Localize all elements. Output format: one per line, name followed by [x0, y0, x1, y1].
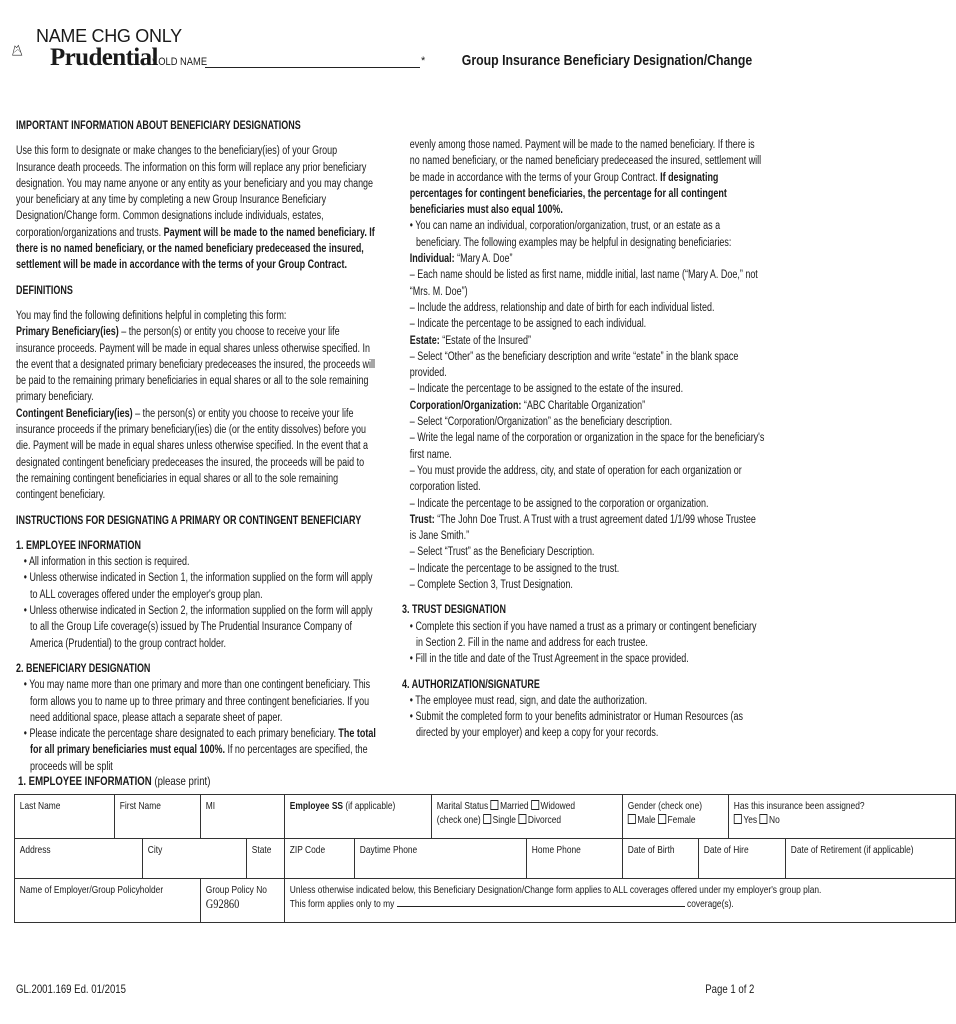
prudential-logo-text: Prudential [50, 44, 158, 71]
corporation-example: Corporation/Organization: “ABC Charitable Organization” [409, 399, 646, 412]
form-title: Group Insurance Beneficiary Designation/Change [461, 52, 752, 69]
individual-example: Individual: “Mary A. Doe” [409, 253, 513, 266]
individual-note: – Indicate the percentage to be assigned to each individual. [409, 318, 647, 331]
list-item: • Submit the completed form to your benefits administrator or Human Resources (as directed by your employer) and keep a copy for your records. [409, 711, 743, 740]
corporation-note: – You must provide the address, city, and state of operation for each organization or corporation listed. [409, 464, 742, 494]
list-item: • You may name more than one primary and more than one contingent beneficiary. This form allows you to name up to three primary and three contingent beneficiaries. If you need additional space, please attach a separate sheet of paper. [23, 679, 371, 724]
individual-note: – Include the address, relationship and date of birth for each individual listed. [409, 301, 715, 314]
corporation-note: – Indicate the percentage to be assigned to the corporation or organization. [409, 497, 709, 510]
prudential-rock-logo-icon [12, 30, 48, 70]
applies-field: Unless otherwise indicated below, this Beneficiary Designation/Change form applies to ALL coverages offered under my employer's group plan. This form applies only to my coverage(s). [284, 879, 955, 923]
old-name-asterisk: * [421, 55, 426, 67]
primary-definition: Primary Beneficiary(ies) – the person(s) or entity you choose to receive your life insurance proceeds. Payment will be made in equal shares unless otherwise specified. In the event that a designated primary beneficiary predeceases the insured, the proceeds will be paid to the remaining primary beneficiaries in equal shares or all to the sole remaining primary beneficiary. [16, 326, 376, 404]
applies-to-coverage-field[interactable] [396, 906, 684, 907]
employee-information-form [14, 794, 956, 923]
important-text: Use this form to designate or make changes to the beneficiary(ies) of your Group Insurance death proceeds. The information on this form will replace any prior beneficiary designation. You may name anyone or any entity as your beneficiary and you may change your beneficiary at any time by completing a new Group Insurance Beneficiary Designation/Change form. Common designations include individuals, estates, corporation/organizations and trusts. Payment will be made to the named beneficiary. If there is no named beneficiary, or the named beneficiary predeceased the insured, settlement will be made in accordance with the terms of your Group Contract. [16, 145, 375, 272]
instructions-left-column [16, 118, 379, 775]
trust-example: Trust: “The John Doe Trust. A Trust with a trust agreement dated 1/1/99 whose Trustee is Jane Smith.” [409, 513, 756, 543]
list-item: • Unless otherwise indicated in Section 2, the information supplied on the form will apply to all the Group Life coverage(s) issued by The Prudential Insurance Company of America (Prudential) to the group contract holder. [23, 605, 373, 650]
continued-text: evenly among those named. Payment will be made to the named beneficiary. If there is no named beneficiary, or the named beneficiary predeceased the insured, settlement will be made in accordance with the terms of your Group Contract. If designating percentages for contingent beneficiaries, the percentage for all contingent beneficiaries must also equal 100%. [409, 139, 762, 217]
corporation-note: – Select “Corporation/Organization” as the beneficiary description. [409, 416, 673, 429]
old-name-label: * OLD NAME [152, 56, 208, 68]
instructions-right-column [402, 137, 765, 742]
trust-note: – Select “Trust” as the Beneficiary Description. [409, 546, 595, 559]
list-item: • Complete this section if you have named a trust as a primary or contingent beneficiary in Section 2. Fill in the name and address for each trustee. [409, 620, 757, 649]
form-id: GL.2001.169 Ed. 01/2015 [16, 982, 126, 996]
estate-note: – Indicate the percentage to be assigned to the estate of the insured. [409, 383, 684, 396]
married-checkbox[interactable] [490, 800, 498, 810]
estate-note: – Select “Other” as the beneficiary description and write “estate” in the blank space provided. [409, 350, 739, 380]
state-field[interactable]: State [246, 839, 284, 879]
address-field[interactable]: Address [15, 839, 143, 879]
list-item: • Fill in the title and date of the Trust Agreement in the space provided. [409, 653, 689, 666]
contingent-definition: Contingent Beneficiary(ies) – the person(s) or entity you choose to receive your life insurance proceeds if the primary beneficiary(ies) die (or the entity dissolves) before you die. Payment will be made in equal shares unless otherwise specified. In the event that a designated contingent beneficiary predeceases the insured, the proceeds will be paid to the remaining contingent beneficiaries in equal shares or all to the sole remaining contingent beneficiary. [16, 407, 369, 502]
corporation-note: – Write the legal name of the corporation or organization in the space for the beneficiary's first name. [409, 432, 765, 461]
first-name-field[interactable]: First Name [114, 795, 200, 839]
name-change-note: NAME CHG ONLY [36, 26, 182, 46]
group-policy-value: G92860 [205, 896, 240, 911]
gender-field: Gender (check one) Male Female [622, 795, 728, 839]
doh-field[interactable]: Date of Hire [699, 839, 786, 879]
mi-field[interactable]: MI [201, 795, 284, 839]
dor-field[interactable]: Date of Retirement (if applicable) [785, 839, 955, 879]
dob-field[interactable]: Date of Birth [622, 839, 699, 879]
list-item: • You can name an individual, corporation/organization, trust, or an estate as a beneficiary. The following examples may be helpful in designating beneficiaries: [409, 220, 732, 249]
list-item: • Please indicate the percentage share designated to each primary beneficiary. The total for all primary beneficiaries must equal 100%. If no percentages are specified, the proceeds will be split [23, 728, 376, 773]
male-checkbox[interactable] [627, 814, 635, 824]
instructions-heading: INSTRUCTIONS FOR DESIGNATING A PRIMARY OR CONTINGENT BENEFICIARY [16, 514, 362, 527]
individual-note: – Each name should be listed as first name, middle initial, last name (“Mary A. Doe,” not “Mrs. M. Doe”) [409, 269, 758, 298]
employee-information-title: 1. EMPLOYEE INFORMATION (please print) [18, 774, 211, 788]
section4-heading: 4. AUTHORIZATION/SIGNATURE [402, 678, 540, 691]
list-item: • All information in this section is required. [23, 556, 190, 569]
single-checkbox[interactable] [483, 814, 491, 824]
list-item: • Unless otherwise indicated in Section 1, the information supplied on the form will apply to ALL coverages offered under the employer's group plan. [23, 572, 373, 601]
zip-field[interactable]: ZIP Code [284, 839, 354, 879]
city-field[interactable]: City [143, 839, 247, 879]
divorced-checkbox[interactable] [518, 814, 526, 824]
trust-note: – Indicate the percentage to be assigned to the trust. [409, 562, 620, 575]
no-checkbox[interactable] [759, 814, 767, 824]
widowed-checkbox[interactable] [531, 800, 539, 810]
group-policy-field[interactable]: Group Policy No G92860 [201, 879, 284, 923]
definitions-intro: You may find the following definitions helpful in completing this form: [16, 309, 287, 322]
assigned-field: Has this insurance been assigned? Yes No [728, 795, 956, 839]
important-heading: IMPORTANT INFORMATION ABOUT BENEFICIARY DESIGNATIONS [16, 120, 301, 132]
home-phone-field[interactable]: Home Phone [527, 839, 622, 879]
day-phone-field[interactable]: Daytime Phone [354, 839, 526, 879]
definitions-heading: DEFINITIONS [16, 284, 73, 297]
list-item: • The employee must read, sign, and date the authorization. [409, 694, 648, 707]
old-name-field[interactable] [205, 67, 420, 68]
estate-example: Estate: “Estate of the Insured” [409, 334, 531, 347]
ssn-field[interactable]: Employee SS (if applicable) [284, 795, 431, 839]
section1-heading: 1. EMPLOYEE INFORMATION [16, 539, 141, 552]
section2-heading: 2. BENEFICIARY DESIGNATION [16, 662, 151, 675]
section3-heading: 3. TRUST DESIGNATION [402, 604, 506, 617]
marital-status-field: Marital Status Married Widowed (check one) Single Divorced [431, 795, 622, 839]
last-name-field[interactable]: Last Name [15, 795, 115, 839]
trust-note: – Complete Section 3, Trust Designation. [409, 579, 573, 592]
yes-checkbox[interactable] [733, 814, 741, 824]
employer-field[interactable]: Name of Employer/Group Policyholder [15, 879, 201, 923]
female-checkbox[interactable] [658, 814, 666, 824]
page-number: Page 1 of 2 [704, 982, 754, 996]
